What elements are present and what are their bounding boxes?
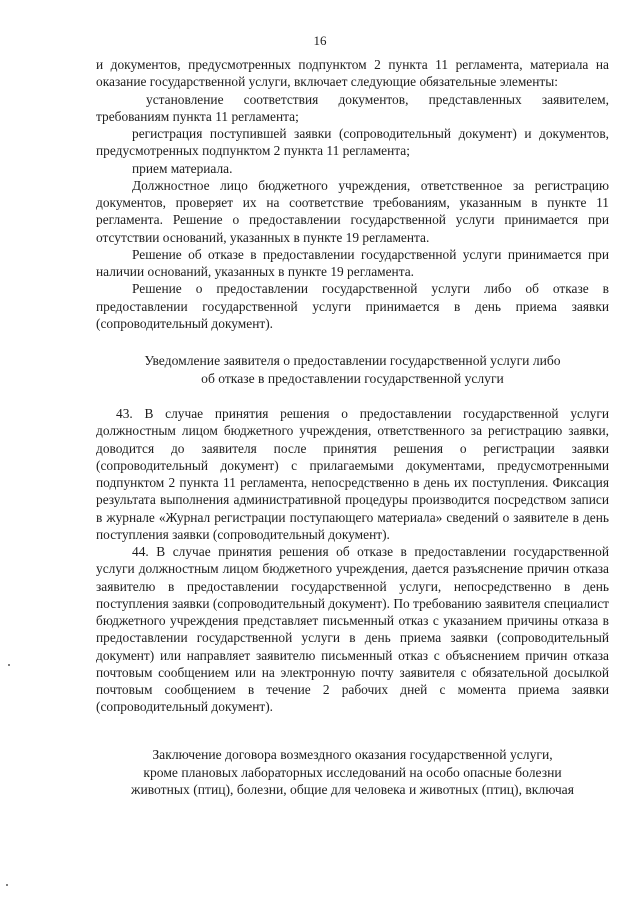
scan-speck xyxy=(6,884,8,886)
paragraph: регистрация поступившей заявки (сопроводительный документ) и документов, предусмотренных подпунктом 2 пункта 11 регламента; xyxy=(96,126,609,159)
heading-line: Уведомление заявителя о предоставлении государственной услуги либо xyxy=(144,353,561,368)
paragraph-44: 44. В случае принятия решения об отказе в предоставлении государственной услуги должностным лицом бюджетного учреждения, дается разъяснение причин отказа заявителю в предоставлении государственной услуги, непосредственно в день поступления заявки (сопроводительный документ). По требованию заявителя специалист бюджетного учреждения представляет письменный отказ с указанием причины отказа в предоставлении государственной услуги в день приема заявки (сопроводительный документ) или направляет заявителю письменный отказ с объяснением причин отказа почтовым сообщением или на электронную почту заявителя с обязательной досылкой почтовым сообщением в течение 2 рабочих дней с момента приема заявки (сопроводительный документ). xyxy=(96,544,609,715)
heading-line: животных (птиц), болезни, общие для человека и животных (птиц), включая xyxy=(131,782,574,797)
paragraph: Решение о предоставлении государственной услуги либо об отказе в предоставлении государственной услуги принимается в день приема заявки (сопроводительный документ). xyxy=(96,281,609,331)
page-number: 16 xyxy=(313,33,327,48)
heading-line: об отказе в предоставлении государственной услуги xyxy=(201,370,504,386)
paragraph-43: 43. В случае принятия решения о предоставлении государственной услуги должностным лицом бюджетного учреждения, ответственного за регистрацию заявки, доводится до заявителя после принятия решения о регистрации заявки (сопроводительный документ) с прилагаемыми документами, предусмотренными подпунктом 2 пункта 11 регламента, непосредственно в день их поступления. Фиксация результата выполнения административной процедуры производится посредством записи в журнале «Журнал регистрации поступающего материала» сведений о заявителе в день поступления заявки (сопроводительный документ). xyxy=(96,406,609,542)
heading-line: Заключение договора возмездного оказания государственной услуги, xyxy=(152,747,553,762)
paragraph: и документов, предусмотренных подпунктом 2 пункта 11 регламента, материала на оказание государственной услуги, включает следующие обязательные элементы: xyxy=(96,57,609,90)
text-block-bottom xyxy=(96,405,609,716)
section-heading-notification xyxy=(96,352,609,387)
scan-speck xyxy=(8,664,10,666)
paragraph: Должностное лицо бюджетного учреждения, ответственное за регистрацию документов, проверяет их на соответствие требованиям, указанным в пункте 11 регламента. Решение о предоставлении государственной услуги принимается при отсутствии оснований, указанных в пункте 19 регламента. xyxy=(96,177,609,245)
paragraph: прием материала. xyxy=(132,160,233,176)
heading-line: кроме плановых лабораторных исследований на особо опасные болезни xyxy=(143,764,562,780)
section-heading-contract xyxy=(96,746,609,799)
text-block-top xyxy=(96,56,609,332)
paragraph: Решение об отказе в предоставлении государственной услуги принимается при наличии оснований, указанных в пункте 19 регламента. xyxy=(96,246,609,279)
paragraph: установление соответствия документов, представленных заявителем, требованиям пункта 11 регламента; xyxy=(96,91,609,124)
